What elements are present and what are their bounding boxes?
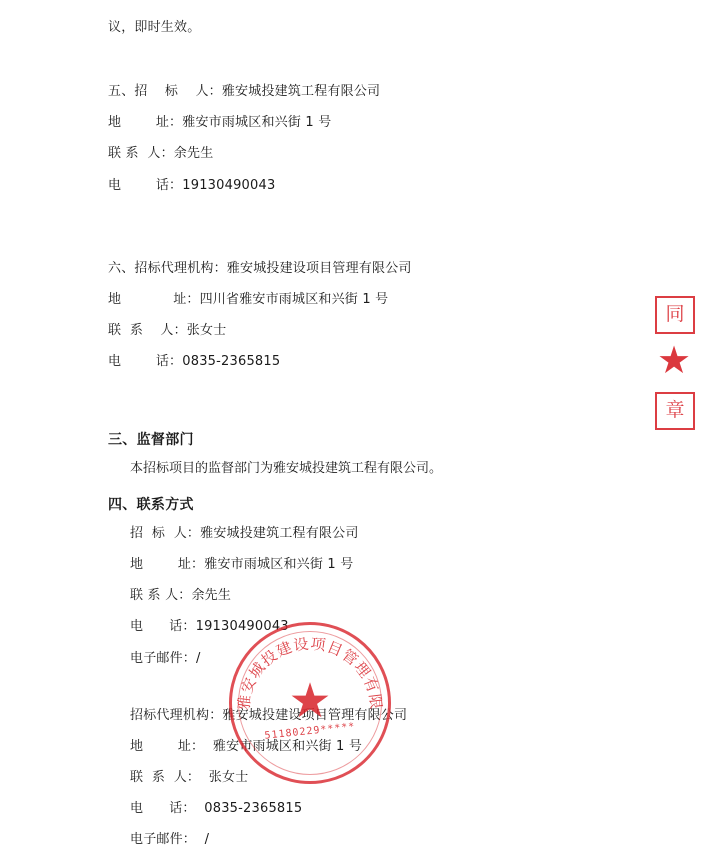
section-three-heading: 三、监督部门 bbox=[108, 432, 194, 449]
section-five-line-4: 电 话：19130490043 bbox=[108, 177, 276, 193]
side-seal-star-icon: ★ bbox=[656, 338, 692, 382]
section-four-heading: 四、联系方式 bbox=[108, 497, 194, 514]
spacer bbox=[108, 207, 673, 259]
section-six-line-4: 电 话：0835-2365815 bbox=[108, 354, 281, 370]
agency-phone-line: 电 话： 0835-2365815 bbox=[130, 801, 303, 817]
tenderer-address-line: 地 址：雅安市雨城区和兴街 1 号 bbox=[130, 557, 354, 573]
spacer bbox=[108, 38, 673, 82]
top-fragment-text: 议，即时生效。 bbox=[108, 20, 201, 35]
section-three-block bbox=[108, 429, 673, 480]
section-five-line-3: 联 系 人：余先生 bbox=[108, 146, 214, 162]
tenderer-name-line: 招 标 人：雅安城投建筑工程有限公司 bbox=[130, 526, 359, 542]
agency-email-line: 电子邮件： / bbox=[130, 832, 210, 848]
seal-star-icon: ★ bbox=[288, 673, 332, 730]
seal-code-text: 51180229***** bbox=[264, 721, 356, 742]
spacer bbox=[108, 383, 673, 429]
section-six-block bbox=[108, 259, 673, 373]
section-six-line-2: 地 址：四川省雅安市雨城区和兴街 1 号 bbox=[108, 291, 389, 307]
section-five-line-2: 地 址：雅安市雨城区和兴街 1 号 bbox=[108, 115, 332, 131]
section-five-block bbox=[108, 82, 673, 196]
seal-arc-text: 雅安城投建设项目管理有限 bbox=[234, 634, 386, 711]
tenderer-contact-line: 联 系 人：余先生 bbox=[130, 588, 232, 604]
agency-contact-line: 联 系 人： 张女士 bbox=[130, 770, 249, 786]
agency-address-line: 地 址： 雅安市雨城区和兴街 1 号 bbox=[130, 738, 363, 754]
section-six-line-1: 六、招标代理机构：雅安城投建设项目管理有限公司 bbox=[108, 260, 412, 276]
side-seal-stamp bbox=[653, 296, 695, 426]
tenderer-phone-line: 电 话：19130490043 bbox=[130, 619, 289, 635]
spacer bbox=[108, 680, 673, 706]
section-four-block bbox=[108, 494, 673, 850]
side-seal-glyph-bottom: 章 bbox=[655, 392, 695, 430]
side-seal-glyph-top: 同 bbox=[655, 296, 695, 334]
agency-name-line: 招标代理机构：雅安城投建设项目管理有限公司 bbox=[130, 707, 408, 723]
section-six-line-3: 联 系 人：张女士 bbox=[108, 322, 227, 338]
tenderer-email-line: 电子邮件：/ bbox=[130, 650, 201, 666]
section-three-paragraph: 本招标项目的监督部门为雅安城投建筑工程有限公司。 bbox=[130, 461, 443, 477]
section-five-line-1: 五、招 标 人：雅安城投建筑工程有限公司 bbox=[108, 84, 381, 100]
